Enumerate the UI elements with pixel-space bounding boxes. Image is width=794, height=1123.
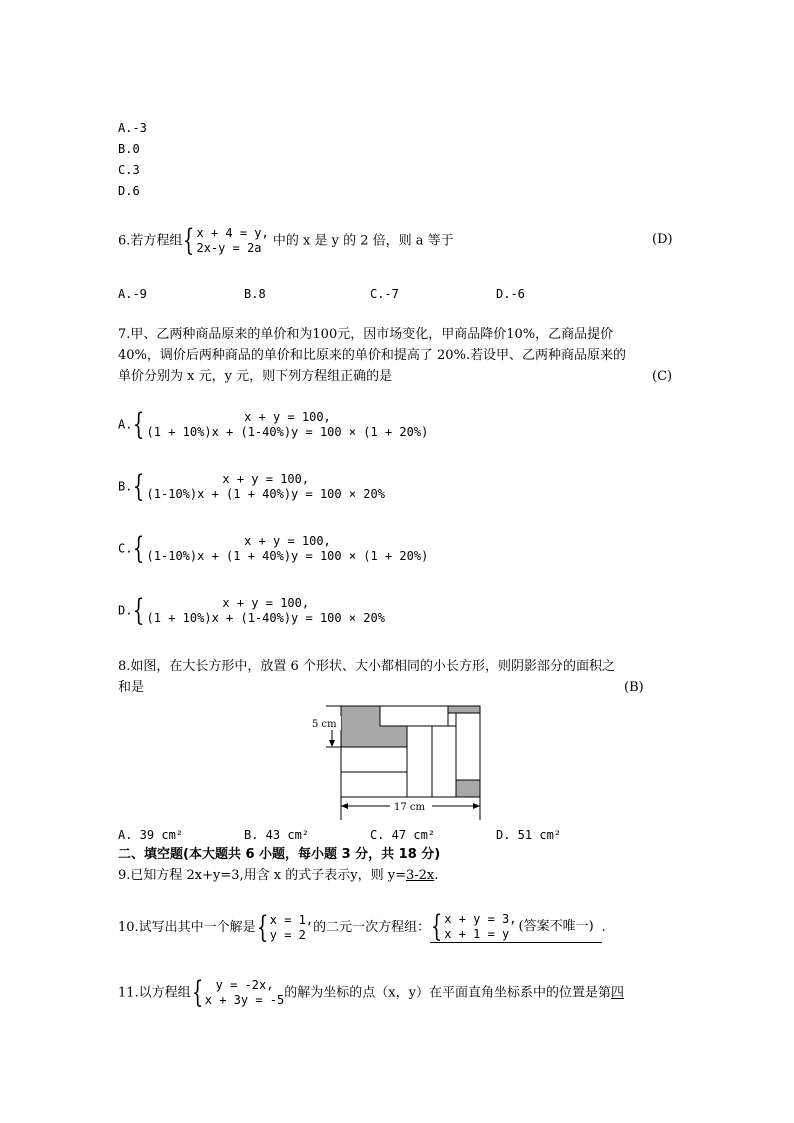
q6-eq2: 2x-y = 2a <box>196 241 262 255</box>
brace: { <box>133 531 145 566</box>
small-rect-h2 <box>341 772 407 797</box>
q9-suffix: . <box>434 868 439 883</box>
q8-line2: 和是 <box>118 680 145 695</box>
q11-eq2: x + 3y = -5 <box>204 993 285 1007</box>
arrow-head <box>473 803 480 809</box>
q10-answer <box>430 909 602 944</box>
brace: { <box>133 469 145 504</box>
q7-line3: 单价分别为 x 元，y 元，则下列方程组正确的是 <box>118 369 393 384</box>
brace: { <box>133 407 145 442</box>
q7-b-eq1: x + y = 100, <box>222 472 310 486</box>
arrow-head <box>329 740 335 747</box>
q10-sol1: x = 1, <box>269 912 314 927</box>
q10-middle: 的二元一次方程组： <box>313 920 431 935</box>
q9-answer: 3-2x <box>405 868 435 883</box>
q7-option-label: B. <box>118 479 133 494</box>
q6-option-d: D.-6 <box>496 287 525 301</box>
section-heading: 二、填空题(本大题共 6 小题，每小题 3 分，共 18 分) <box>118 847 441 862</box>
q5-option-b: B.0 <box>118 142 140 156</box>
small-rect-v2 <box>432 726 456 797</box>
q7-d-eq2: (1 + 10%)x + (1-40%)y = 100 × 20% <box>146 611 385 625</box>
q10-stem <box>118 909 606 945</box>
brace: { <box>133 593 145 628</box>
q10-suffix: . <box>601 920 606 935</box>
small-rect-top <box>380 706 448 726</box>
q10-ans1: x + y = 3, <box>444 912 517 926</box>
q10-ans2: x + 1 = y <box>444 927 510 941</box>
q8-figure <box>310 700 490 822</box>
q7-b-eq2: (1-10%)x + (1 + 40%)y = 100 × 20% <box>146 487 385 501</box>
q10-prefix: 10.试写出其中一个解是 <box>118 920 256 935</box>
q7-a-eq1: x + y = 100, <box>244 410 331 424</box>
q7-c-eq2: (1-10%)x + (1 + 40%)y = 100 × (1 + 20%) <box>146 549 429 563</box>
q6-system <box>182 223 269 258</box>
q7-option-a <box>118 407 429 442</box>
q7-option-label: C. <box>118 541 133 556</box>
q9-stem <box>118 866 438 886</box>
q11-prefix: 11.以方程组 <box>118 985 191 1001</box>
q6-option-c: C.-7 <box>370 287 399 301</box>
q6-prefix: 6.若方程组 <box>118 233 183 249</box>
q7-a-eq2: (1 + 10%)x + (1-40%)y = 100 × (1 + 20%) <box>146 425 429 439</box>
shaded-region-corner <box>456 780 480 797</box>
q7-d-eq1: x + y = 100, <box>222 596 310 610</box>
q7-option-d <box>118 593 385 628</box>
q7-option-b <box>118 469 385 504</box>
q8-option-b: B. 43 cm² <box>244 828 310 842</box>
q6-eq1: x + 4 = y, <box>196 226 269 240</box>
q7-answer: (C) <box>652 369 673 384</box>
q8-option-d: D. 51 cm² <box>496 828 562 842</box>
q5-option-a: A.-3 <box>118 121 147 135</box>
q7-c-eq1: x + y = 100, <box>244 534 331 548</box>
q8-answer: (B) <box>624 680 644 695</box>
q7-option-label: D. <box>118 603 133 618</box>
q11-stem <box>118 975 624 1010</box>
arrow-head <box>341 803 348 809</box>
q8-line1: 8.如图，在大长方形中，放置 6 个形状、大小都相同的小长方形，则阴影部分的面积之 <box>118 659 615 674</box>
q6-answer: (D) <box>652 232 673 247</box>
height-label: 5 cm <box>312 719 337 730</box>
q7-line2: 40%，调价后两种商品的单价和比原来的单价和提高了 20%.若设甲、乙两种商品原来的 <box>118 348 627 363</box>
q10-sol2: y = 2 <box>269 927 306 942</box>
q10-note: (答案不唯一) <box>518 919 594 934</box>
q9-prefix: 9.已知方程 2x+y=3,用含 x 的式子表示y，则 y= <box>118 868 406 883</box>
brace: { <box>256 909 268 945</box>
q11-eq1: y = -2x, <box>215 978 274 992</box>
small-rect-v3 <box>456 713 480 780</box>
q5-option-d: D.6 <box>118 184 140 198</box>
q6-option-b: B.8 <box>244 287 266 301</box>
q8-option-a: A. 39 cm² <box>118 828 184 842</box>
q11-suffix: 的解为坐标的点（x，y）在平面直角坐标系中的位置是第 <box>284 985 611 1001</box>
width-label: 17 cm <box>394 802 425 813</box>
brace: { <box>430 909 443 944</box>
q8-option-c: C. 47 cm² <box>370 828 436 842</box>
q6-option-a: A.-9 <box>118 287 147 301</box>
q6-suffix: 中的 x 是 y 的 2 倍，则 a 等于 <box>272 233 454 249</box>
q5-option-c: C.3 <box>118 163 140 177</box>
brace: { <box>191 975 203 1010</box>
q7-line1: 7.甲、乙两种商品原来的单价和为100元，因市场变化，甲商品降价10%，乙商品提价 <box>118 327 614 342</box>
small-rect-h1 <box>341 747 407 772</box>
small-rect-v1 <box>407 726 432 797</box>
q11-answer: 四 <box>610 985 624 1001</box>
brace: { <box>183 223 195 258</box>
q6-stem <box>118 223 454 258</box>
q7-option-c <box>118 531 429 566</box>
q7-option-label: A. <box>118 417 133 432</box>
